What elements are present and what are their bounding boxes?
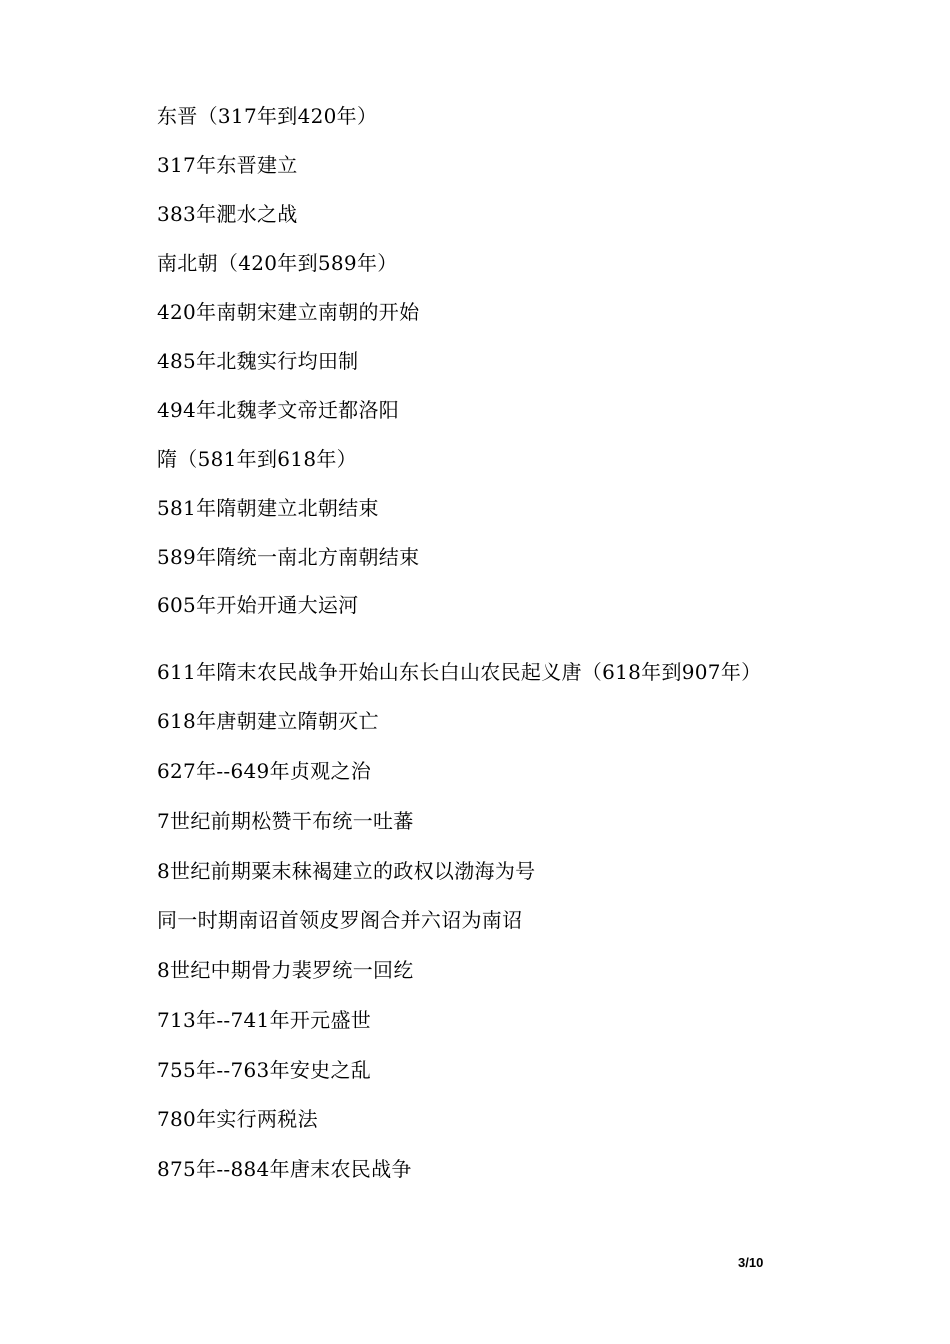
text-line: 8世纪前期粟末秣褐建立的政权以渤海为号 xyxy=(157,859,536,883)
text-line: 875年--884年唐末农民战争 xyxy=(157,1157,412,1181)
text-line: 755年--763年安史之乱 xyxy=(157,1058,372,1082)
text-line: 713年--741年开元盛世 xyxy=(157,1008,372,1032)
text-line: 494年北魏孝文帝迁都洛阳 xyxy=(157,398,400,422)
text-line: 611年隋末农民战争开始山东长白山农民起义唐（618年到907年） xyxy=(157,660,762,684)
text-line: 605年开始开通大运河 xyxy=(157,593,359,617)
text-line: 317年东晋建立 xyxy=(157,153,298,177)
text-line: 隋（581年到618年） xyxy=(157,447,357,471)
text-line: 383年淝水之战 xyxy=(157,202,298,226)
text-line: 东晋（317年到420年） xyxy=(157,104,378,128)
text-line: 780年实行两税法 xyxy=(157,1107,318,1131)
page-number: 3/10 xyxy=(738,1255,764,1270)
text-line: 485年北魏实行均田制 xyxy=(157,349,359,373)
text-line: 7世纪前期松赞干布统一吐蕃 xyxy=(157,809,414,833)
text-line: 8世纪中期骨力裴罗统一回纥 xyxy=(157,958,414,982)
text-line: 589年隋统一南北方南朝结束 xyxy=(157,545,420,569)
text-line: 同一时期南诏首领皮罗阁合并六诏为南诏 xyxy=(157,908,523,932)
text-line: 627年--649年贞观之治 xyxy=(157,759,372,783)
text-line: 618年唐朝建立隋朝灭亡 xyxy=(157,709,379,733)
text-line: 南北朝（420年到589年） xyxy=(157,251,398,275)
text-line: 420年南朝宋建立南朝的开始 xyxy=(157,300,420,324)
text-line: 581年隋朝建立北朝结束 xyxy=(157,496,379,520)
